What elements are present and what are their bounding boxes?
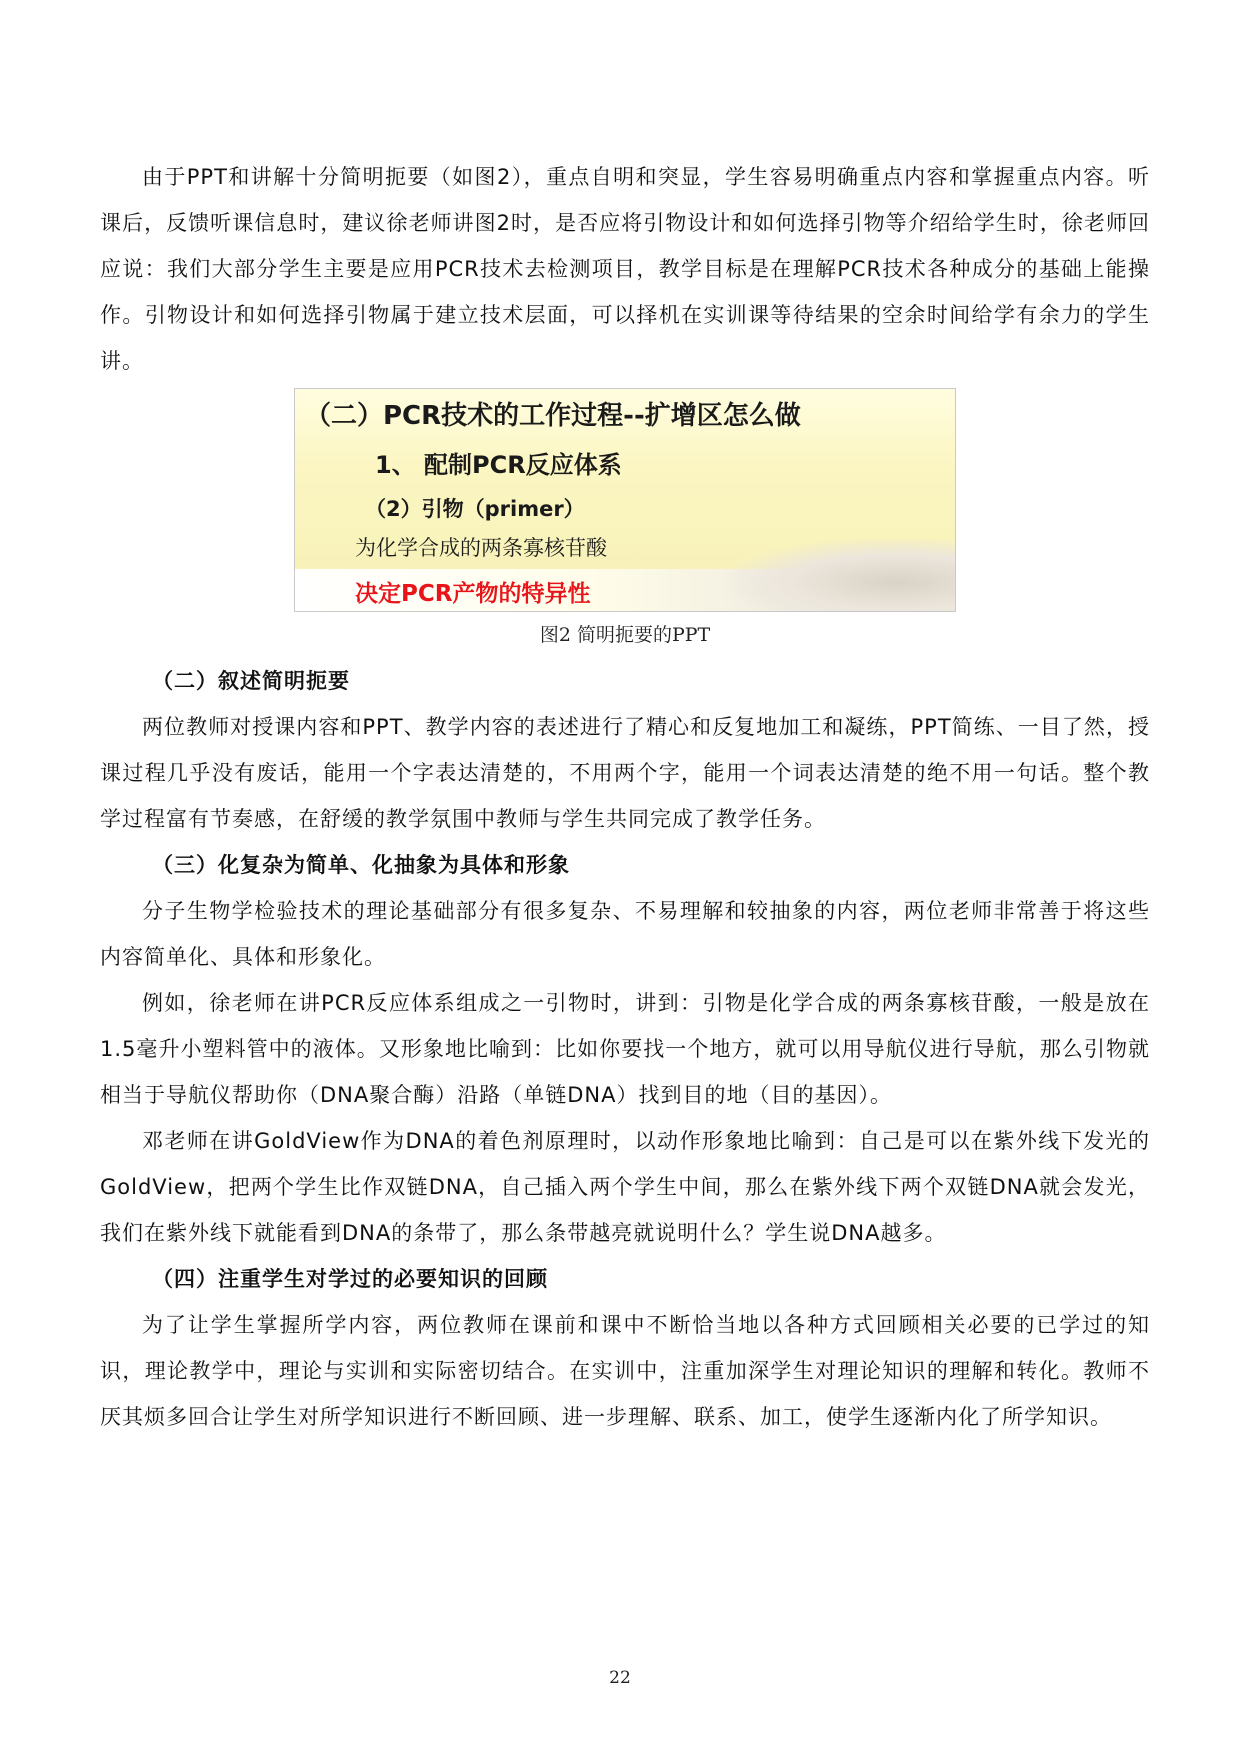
slide-highlight: 决定PCR产物的特异性 bbox=[355, 581, 591, 607]
section-heading-3: （三）化复杂为简单、化抽象为具体和形象 bbox=[152, 853, 570, 877]
slide-section: （2）引物（primer） bbox=[365, 497, 585, 521]
paragraph-goldview-example: 邓老师在讲GoldView作为DNA的着色剂原理时，以动作形象地比喻到：自己是可以在紫外线下发光的GoldView，把两个学生比作双链DNA，自己插入两个学生中间，那么在紫外线下两个双链DNA就会发光，我们在紫外线下就能看到DNA的条带了，那么条带越亮就说明什么？学生说DNA越多。 bbox=[100, 1129, 1150, 1245]
paragraph-primer-example: 例如，徐老师在讲PCR反应体系组成之一引物时，讲到：引物是化学合成的两条寡核苷酸，一般是放在1.5毫升小塑料管中的液体。又形象地比喻到：比如你要找一个地方，就可以用导航仪进行导航，那么引物就相当于导航仪帮助你（DNA聚合酶）沿路（单链DNA）找到目的地（目的基因）。 bbox=[100, 991, 1150, 1107]
body-text bbox=[100, 154, 1150, 1440]
slide-decoration bbox=[725, 539, 955, 611]
figure-ppt-slide bbox=[294, 388, 956, 612]
slide-subtitle: 1、 配制PCR反应体系 bbox=[375, 451, 622, 479]
paragraph-review: 为了让学生掌握所学内容，两位教师在课前和课中不断恰当地以各种方式回顾相关必要的已学过的知识，理论教学中，理论与实训和实际密切结合。在实训中，注重加深学生对理论知识的理解和转化。教师不厌其烦多回合让学生对所学知识进行不断回顾、进一步理解、联系、加工，使学生逐渐内化了所学知识。 bbox=[100, 1313, 1150, 1429]
figure-caption: 图2 简明扼要的PPT bbox=[539, 624, 711, 646]
paragraph-simplify: 分子生物学检验技术的理论基础部分有很多复杂、不易理解和较抽象的内容，两位老师非常善于将这些内容简单化、具体和形象化。 bbox=[100, 899, 1150, 969]
page-number: 22 bbox=[609, 1668, 631, 1688]
slide-body: 为化学合成的两条寡核苷酸 bbox=[355, 536, 607, 560]
slide-title: （二）PCR技术的工作过程--扩增区怎么做 bbox=[305, 401, 801, 431]
paragraph-concise: 两位教师对授课内容和PPT、教学内容的表述进行了精心和反复地加工和凝练，PPT简练、一目了然，授课过程几乎没有废话，能用一个字表达清楚的，不用两个字，能用一个词表达清楚的绝不用一句话。整个教学过程富有节奏感，在舒缓的教学氛围中教师与学生共同完成了教学任务。 bbox=[100, 715, 1150, 831]
section-heading-2: （二）叙述简明扼要 bbox=[152, 669, 350, 693]
paragraph-ppt-summary: 由于PPT和讲解十分简明扼要（如图2），重点自明和突显，学生容易明确重点内容和掌握重点内容。听课后，反馈听课信息时，建议徐老师讲图2时，是否应将引物设计和如何选择引物等介绍给学生时，徐老师回应说：我们大部分学生主要是应用PCR技术去检测项目，教学目标是在理解PCR技术各种成分的基础上能操作。引物设计和如何选择引物属于建立技术层面，可以择机在实训课等待结果的空余时间给学有余力的学生讲。 bbox=[100, 165, 1150, 373]
section-heading-4: （四）注重学生对学过的必要知识的回顾 bbox=[152, 1267, 548, 1291]
